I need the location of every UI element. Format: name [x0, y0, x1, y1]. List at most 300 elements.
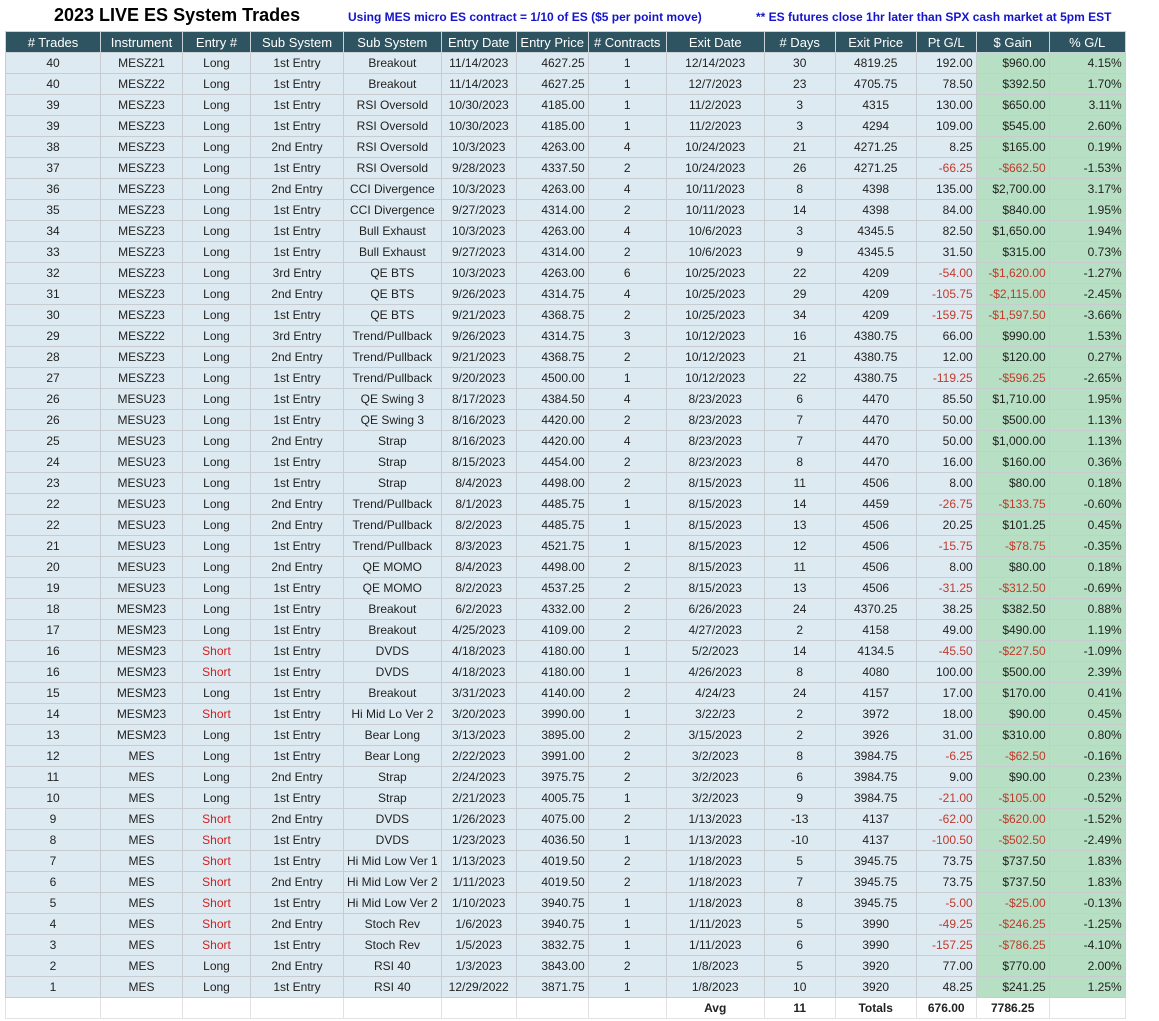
entry-direction-cell[interactable]: Long	[183, 746, 251, 767]
entry-price-cell[interactable]: 4314.00	[516, 200, 588, 221]
exit-price-cell[interactable]: 4506	[835, 557, 916, 578]
contracts-cell[interactable]: 1	[588, 53, 666, 74]
dollar-gain-cell[interactable]: $737.50	[976, 851, 1049, 872]
trade-number-cell[interactable]: 3	[6, 935, 101, 956]
entry-price-cell[interactable]: 4185.00	[516, 116, 588, 137]
instrument-cell[interactable]: MESU23	[101, 389, 183, 410]
percent-gl-cell[interactable]: 0.23%	[1049, 767, 1125, 788]
exit-date-cell[interactable]: 10/25/2023	[666, 263, 764, 284]
column-header[interactable]: $ Gain	[976, 32, 1049, 53]
entry-direction-cell[interactable]: Long	[183, 620, 251, 641]
exit-price-cell[interactable]: 4271.25	[835, 158, 916, 179]
point-gl-cell[interactable]: 84.00	[916, 200, 976, 221]
dollar-gain-cell[interactable]: $500.00	[976, 410, 1049, 431]
instrument-cell[interactable]: MES	[101, 935, 183, 956]
sub-system-cell[interactable]: Bear Long	[344, 746, 442, 767]
entry-price-cell[interactable]: 4498.00	[516, 473, 588, 494]
exit-price-cell[interactable]: 4137	[835, 830, 916, 851]
point-gl-cell[interactable]: 18.00	[916, 704, 976, 725]
percent-gl-cell[interactable]: -0.13%	[1049, 893, 1125, 914]
exit-price-cell[interactable]: 4470	[835, 389, 916, 410]
exit-date-cell[interactable]: 1/18/2023	[666, 872, 764, 893]
trade-number-cell[interactable]: 15	[6, 683, 101, 704]
percent-gl-cell[interactable]: 0.88%	[1049, 599, 1125, 620]
percent-gl-cell[interactable]: 1.95%	[1049, 389, 1125, 410]
entry-date-cell[interactable]: 8/2/2023	[441, 578, 516, 599]
sub-system-cell[interactable]: Breakout	[344, 683, 442, 704]
entry-date-cell[interactable]: 1/5/2023	[441, 935, 516, 956]
sub-system-cell[interactable]: QE BTS	[344, 305, 442, 326]
entry-price-cell[interactable]: 3871.75	[516, 977, 588, 998]
contracts-cell[interactable]: 2	[588, 767, 666, 788]
contracts-cell[interactable]: 2	[588, 851, 666, 872]
instrument-cell[interactable]: MESU23	[101, 473, 183, 494]
entry-direction-cell[interactable]: Long	[183, 158, 251, 179]
entry-direction-cell[interactable]: Short	[183, 830, 251, 851]
trade-number-cell[interactable]: 37	[6, 158, 101, 179]
sub-system-cell[interactable]: DVDS	[344, 641, 442, 662]
instrument-cell[interactable]: MESU23	[101, 557, 183, 578]
sub-system-cell[interactable]: Breakout	[344, 599, 442, 620]
entry-price-cell[interactable]: 3990.00	[516, 704, 588, 725]
entry-price-cell[interactable]: 4314.75	[516, 284, 588, 305]
percent-gl-cell[interactable]: 0.41%	[1049, 683, 1125, 704]
sub-system-cell[interactable]: RSI Oversold	[344, 116, 442, 137]
sub-system-cell[interactable]: QE BTS	[344, 263, 442, 284]
percent-gl-cell[interactable]: -0.35%	[1049, 536, 1125, 557]
entry-date-cell[interactable]: 9/27/2023	[441, 242, 516, 263]
sub-system-cell[interactable]: Stoch Rev	[344, 914, 442, 935]
percent-gl-cell[interactable]: 1.95%	[1049, 200, 1125, 221]
instrument-cell[interactable]: MESM23	[101, 641, 183, 662]
sub-system-cell[interactable]: QE BTS	[344, 284, 442, 305]
dollar-gain-cell[interactable]: -$62.50	[976, 746, 1049, 767]
exit-date-cell[interactable]: 8/23/2023	[666, 431, 764, 452]
trade-number-cell[interactable]: 34	[6, 221, 101, 242]
entry-direction-cell[interactable]: Short	[183, 704, 251, 725]
contracts-cell[interactable]: 1	[588, 536, 666, 557]
exit-date-cell[interactable]: 3/2/2023	[666, 746, 764, 767]
percent-gl-cell[interactable]: 1.13%	[1049, 431, 1125, 452]
entry-number-cell[interactable]: 1st Entry	[251, 221, 344, 242]
dollar-gain-cell[interactable]: $170.00	[976, 683, 1049, 704]
exit-price-cell[interactable]: 4080	[835, 662, 916, 683]
entry-date-cell[interactable]: 8/4/2023	[441, 473, 516, 494]
instrument-cell[interactable]: MESZ23	[101, 116, 183, 137]
percent-gl-cell[interactable]: 1.19%	[1049, 620, 1125, 641]
sub-system-cell[interactable]: Trend/Pullback	[344, 326, 442, 347]
instrument-cell[interactable]: MESU23	[101, 578, 183, 599]
percent-gl-cell[interactable]: 1.94%	[1049, 221, 1125, 242]
exit-date-cell[interactable]: 1/11/2023	[666, 914, 764, 935]
exit-date-cell[interactable]: 8/15/2023	[666, 515, 764, 536]
contracts-cell[interactable]: 2	[588, 956, 666, 977]
exit-date-cell[interactable]: 12/14/2023	[666, 53, 764, 74]
percent-gl-cell[interactable]: 1.70%	[1049, 74, 1125, 95]
entry-date-cell[interactable]: 8/15/2023	[441, 452, 516, 473]
instrument-cell[interactable]: MESZ23	[101, 158, 183, 179]
percent-gl-cell[interactable]: -1.53%	[1049, 158, 1125, 179]
entry-price-cell[interactable]: 3832.75	[516, 935, 588, 956]
point-gl-cell[interactable]: -105.75	[916, 284, 976, 305]
trade-number-cell[interactable]: 12	[6, 746, 101, 767]
dollar-gain-cell[interactable]: -$25.00	[976, 893, 1049, 914]
entry-number-cell[interactable]: 1st Entry	[251, 977, 344, 998]
dollar-gain-cell[interactable]: $90.00	[976, 704, 1049, 725]
column-header[interactable]: Exit Date	[666, 32, 764, 53]
sub-system-cell[interactable]: Trend/Pullback	[344, 515, 442, 536]
sub-system-cell[interactable]: RSI 40	[344, 956, 442, 977]
entry-price-cell[interactable]: 4420.00	[516, 410, 588, 431]
percent-gl-cell[interactable]: -2.45%	[1049, 284, 1125, 305]
percent-gl-cell[interactable]: 1.83%	[1049, 851, 1125, 872]
contracts-cell[interactable]: 2	[588, 809, 666, 830]
exit-price-cell[interactable]: 4380.75	[835, 347, 916, 368]
sub-system-cell[interactable]: Trend/Pullback	[344, 536, 442, 557]
entry-direction-cell[interactable]: Long	[183, 578, 251, 599]
entry-direction-cell[interactable]: Long	[183, 599, 251, 620]
entry-direction-cell[interactable]: Long	[183, 956, 251, 977]
entry-price-cell[interactable]: 4485.75	[516, 494, 588, 515]
trade-number-cell[interactable]: 5	[6, 893, 101, 914]
trade-number-cell[interactable]: 19	[6, 578, 101, 599]
percent-gl-cell[interactable]: 1.13%	[1049, 410, 1125, 431]
contracts-cell[interactable]: 1	[588, 914, 666, 935]
exit-date-cell[interactable]: 6/26/2023	[666, 599, 764, 620]
entry-number-cell[interactable]: 1st Entry	[251, 116, 344, 137]
entry-date-cell[interactable]: 8/16/2023	[441, 431, 516, 452]
percent-gl-cell[interactable]: -0.16%	[1049, 746, 1125, 767]
percent-gl-cell[interactable]: -0.52%	[1049, 788, 1125, 809]
entry-direction-cell[interactable]: Short	[183, 935, 251, 956]
instrument-cell[interactable]: MESM23	[101, 683, 183, 704]
contracts-cell[interactable]: 4	[588, 284, 666, 305]
percent-gl-cell[interactable]: 0.45%	[1049, 704, 1125, 725]
sub-system-cell[interactable]: Breakout	[344, 620, 442, 641]
contracts-cell[interactable]: 1	[588, 893, 666, 914]
dollar-gain-cell[interactable]: $500.00	[976, 662, 1049, 683]
exit-price-cell[interactable]: 4506	[835, 515, 916, 536]
entry-date-cell[interactable]: 8/16/2023	[441, 410, 516, 431]
dollar-gain-cell[interactable]: $382.50	[976, 599, 1049, 620]
entry-direction-cell[interactable]: Long	[183, 977, 251, 998]
entry-direction-cell[interactable]: Long	[183, 389, 251, 410]
exit-date-cell[interactable]: 10/11/2023	[666, 179, 764, 200]
percent-gl-cell[interactable]: 0.19%	[1049, 137, 1125, 158]
instrument-cell[interactable]: MES	[101, 830, 183, 851]
entry-direction-cell[interactable]: Long	[183, 536, 251, 557]
sub-system-cell[interactable]: RSI Oversold	[344, 158, 442, 179]
exit-date-cell[interactable]: 12/7/2023	[666, 74, 764, 95]
contracts-cell[interactable]: 1	[588, 515, 666, 536]
entry-price-cell[interactable]: 4368.75	[516, 305, 588, 326]
contracts-cell[interactable]: 2	[588, 578, 666, 599]
days-cell[interactable]: 30	[764, 53, 835, 74]
instrument-cell[interactable]: MESZ23	[101, 368, 183, 389]
entry-number-cell[interactable]: 1st Entry	[251, 830, 344, 851]
entry-price-cell[interactable]: 4332.00	[516, 599, 588, 620]
instrument-cell[interactable]: MESU23	[101, 515, 183, 536]
contracts-cell[interactable]: 1	[588, 74, 666, 95]
trade-number-cell[interactable]: 32	[6, 263, 101, 284]
dollar-gain-cell[interactable]: $160.00	[976, 452, 1049, 473]
entry-number-cell[interactable]: 1st Entry	[251, 746, 344, 767]
trade-number-cell[interactable]: 28	[6, 347, 101, 368]
exit-date-cell[interactable]: 1/18/2023	[666, 893, 764, 914]
dollar-gain-cell[interactable]: -$596.25	[976, 368, 1049, 389]
instrument-cell[interactable]: MESZ23	[101, 137, 183, 158]
entry-price-cell[interactable]: 4185.00	[516, 95, 588, 116]
sub-system-cell[interactable]: DVDS	[344, 662, 442, 683]
trade-number-cell[interactable]: 33	[6, 242, 101, 263]
dollar-gain-cell[interactable]: $770.00	[976, 956, 1049, 977]
sub-system-cell[interactable]: Bull Exhaust	[344, 242, 442, 263]
entry-price-cell[interactable]: 4314.75	[516, 326, 588, 347]
column-header[interactable]: Exit Price	[835, 32, 916, 53]
dollar-gain-cell[interactable]: -$1,620.00	[976, 263, 1049, 284]
entry-number-cell[interactable]: 2nd Entry	[251, 137, 344, 158]
entry-direction-cell[interactable]: Short	[183, 872, 251, 893]
entry-price-cell[interactable]: 4263.00	[516, 179, 588, 200]
days-cell[interactable]: 7	[764, 431, 835, 452]
exit-date-cell[interactable]: 11/2/2023	[666, 95, 764, 116]
column-header[interactable]: Instrument	[101, 32, 183, 53]
days-cell[interactable]: 24	[764, 683, 835, 704]
contracts-cell[interactable]: 2	[588, 620, 666, 641]
entry-date-cell[interactable]: 1/3/2023	[441, 956, 516, 977]
sub-system-cell[interactable]: QE Swing 3	[344, 389, 442, 410]
sub-system-cell[interactable]: Breakout	[344, 53, 442, 74]
sub-system-cell[interactable]: CCI Divergence	[344, 200, 442, 221]
days-cell[interactable]: 29	[764, 284, 835, 305]
entry-direction-cell[interactable]: Long	[183, 263, 251, 284]
days-cell[interactable]: 8	[764, 746, 835, 767]
dollar-gain-cell[interactable]: $101.25	[976, 515, 1049, 536]
point-gl-cell[interactable]: -62.00	[916, 809, 976, 830]
point-gl-cell[interactable]: -157.25	[916, 935, 976, 956]
sub-system-cell[interactable]: QE MOMO	[344, 578, 442, 599]
column-header[interactable]: % G/L	[1049, 32, 1125, 53]
days-cell[interactable]: -10	[764, 830, 835, 851]
entry-price-cell[interactable]: 4180.00	[516, 662, 588, 683]
entry-direction-cell[interactable]: Short	[183, 641, 251, 662]
percent-gl-cell[interactable]: -0.69%	[1049, 578, 1125, 599]
entry-date-cell[interactable]: 8/1/2023	[441, 494, 516, 515]
entry-direction-cell[interactable]: Long	[183, 368, 251, 389]
entry-date-cell[interactable]: 2/21/2023	[441, 788, 516, 809]
days-cell[interactable]: 8	[764, 452, 835, 473]
point-gl-cell[interactable]: 192.00	[916, 53, 976, 74]
trade-number-cell[interactable]: 23	[6, 473, 101, 494]
entry-number-cell[interactable]: 1st Entry	[251, 368, 344, 389]
entry-direction-cell[interactable]: Long	[183, 494, 251, 515]
contracts-cell[interactable]: 4	[588, 221, 666, 242]
dollar-gain-cell[interactable]: $90.00	[976, 767, 1049, 788]
trade-number-cell[interactable]: 9	[6, 809, 101, 830]
column-header[interactable]: Entry Date	[441, 32, 516, 53]
dollar-gain-cell[interactable]: $80.00	[976, 557, 1049, 578]
sub-system-cell[interactable]: Trend/Pullback	[344, 347, 442, 368]
exit-date-cell[interactable]: 10/6/2023	[666, 242, 764, 263]
instrument-cell[interactable]: MESZ23	[101, 95, 183, 116]
days-cell[interactable]: 14	[764, 641, 835, 662]
exit-date-cell[interactable]: 3/2/2023	[666, 767, 764, 788]
entry-number-cell[interactable]: 2nd Entry	[251, 347, 344, 368]
entry-price-cell[interactable]: 4036.50	[516, 830, 588, 851]
exit-date-cell[interactable]: 10/25/2023	[666, 305, 764, 326]
contracts-cell[interactable]: 1	[588, 641, 666, 662]
entry-date-cell[interactable]: 12/29/2022	[441, 977, 516, 998]
percent-gl-cell[interactable]: 1.53%	[1049, 326, 1125, 347]
sub-system-cell[interactable]: Breakout	[344, 74, 442, 95]
percent-gl-cell[interactable]: -4.10%	[1049, 935, 1125, 956]
instrument-cell[interactable]: MES	[101, 788, 183, 809]
days-cell[interactable]: 3	[764, 221, 835, 242]
point-gl-cell[interactable]: -15.75	[916, 536, 976, 557]
days-cell[interactable]: 6	[764, 389, 835, 410]
contracts-cell[interactable]: 2	[588, 599, 666, 620]
exit-date-cell[interactable]: 1/8/2023	[666, 956, 764, 977]
entry-date-cell[interactable]: 1/10/2023	[441, 893, 516, 914]
entry-date-cell[interactable]: 11/14/2023	[441, 74, 516, 95]
sub-system-cell[interactable]: QE Swing 3	[344, 410, 442, 431]
trade-number-cell[interactable]: 26	[6, 389, 101, 410]
entry-price-cell[interactable]: 4521.75	[516, 536, 588, 557]
dollar-gain-cell[interactable]: -$786.25	[976, 935, 1049, 956]
trade-number-cell[interactable]: 16	[6, 641, 101, 662]
days-cell[interactable]: 34	[764, 305, 835, 326]
point-gl-cell[interactable]: 82.50	[916, 221, 976, 242]
sub-system-cell[interactable]: CCI Divergence	[344, 179, 442, 200]
entry-date-cell[interactable]: 9/21/2023	[441, 347, 516, 368]
entry-number-cell[interactable]: 2nd Entry	[251, 494, 344, 515]
instrument-cell[interactable]: MESM23	[101, 662, 183, 683]
entry-direction-cell[interactable]: Long	[183, 515, 251, 536]
sub-system-cell[interactable]: Bull Exhaust	[344, 221, 442, 242]
exit-price-cell[interactable]: 4271.25	[835, 137, 916, 158]
entry-direction-cell[interactable]: Long	[183, 557, 251, 578]
percent-gl-cell[interactable]: -1.09%	[1049, 641, 1125, 662]
entry-direction-cell[interactable]: Long	[183, 242, 251, 263]
exit-price-cell[interactable]: 4506	[835, 578, 916, 599]
trade-number-cell[interactable]: 27	[6, 368, 101, 389]
point-gl-cell[interactable]: 8.00	[916, 473, 976, 494]
instrument-cell[interactable]: MESU23	[101, 431, 183, 452]
entry-price-cell[interactable]: 4337.50	[516, 158, 588, 179]
entry-date-cell[interactable]: 11/14/2023	[441, 53, 516, 74]
dollar-gain-cell[interactable]: -$78.75	[976, 536, 1049, 557]
point-gl-cell[interactable]: 16.00	[916, 452, 976, 473]
exit-price-cell[interactable]: 4370.25	[835, 599, 916, 620]
contracts-cell[interactable]: 1	[588, 704, 666, 725]
sub-system-cell[interactable]: Strap	[344, 452, 442, 473]
exit-date-cell[interactable]: 5/2/2023	[666, 641, 764, 662]
contracts-cell[interactable]: 2	[588, 305, 666, 326]
entry-date-cell[interactable]: 4/18/2023	[441, 641, 516, 662]
days-cell[interactable]: 2	[764, 620, 835, 641]
entry-number-cell[interactable]: 2nd Entry	[251, 515, 344, 536]
entry-price-cell[interactable]: 3940.75	[516, 914, 588, 935]
entry-number-cell[interactable]: 2nd Entry	[251, 872, 344, 893]
days-cell[interactable]: 2	[764, 725, 835, 746]
percent-gl-cell[interactable]: -1.25%	[1049, 914, 1125, 935]
point-gl-cell[interactable]: 50.00	[916, 431, 976, 452]
percent-gl-cell[interactable]: 2.60%	[1049, 116, 1125, 137]
entry-price-cell[interactable]: 3843.00	[516, 956, 588, 977]
contracts-cell[interactable]: 4	[588, 431, 666, 452]
point-gl-cell[interactable]: 50.00	[916, 410, 976, 431]
entry-date-cell[interactable]: 9/26/2023	[441, 326, 516, 347]
entry-number-cell[interactable]: 1st Entry	[251, 578, 344, 599]
contracts-cell[interactable]: 2	[588, 725, 666, 746]
entry-direction-cell[interactable]: Long	[183, 74, 251, 95]
percent-gl-cell[interactable]: -1.52%	[1049, 809, 1125, 830]
trade-number-cell[interactable]: 39	[6, 116, 101, 137]
exit-date-cell[interactable]: 1/18/2023	[666, 851, 764, 872]
trade-number-cell[interactable]: 40	[6, 74, 101, 95]
dollar-gain-cell[interactable]: -$246.25	[976, 914, 1049, 935]
point-gl-cell[interactable]: 38.25	[916, 599, 976, 620]
exit-price-cell[interactable]: 4459	[835, 494, 916, 515]
contracts-cell[interactable]: 4	[588, 179, 666, 200]
exit-date-cell[interactable]: 8/23/2023	[666, 389, 764, 410]
exit-price-cell[interactable]: 4345.5	[835, 221, 916, 242]
entry-number-cell[interactable]: 1st Entry	[251, 95, 344, 116]
days-cell[interactable]: 5	[764, 914, 835, 935]
exit-price-cell[interactable]: 3920	[835, 956, 916, 977]
days-cell[interactable]: 12	[764, 536, 835, 557]
instrument-cell[interactable]: MESM23	[101, 599, 183, 620]
instrument-cell[interactable]: MES	[101, 956, 183, 977]
dollar-gain-cell[interactable]: -$312.50	[976, 578, 1049, 599]
entry-direction-cell[interactable]: Short	[183, 914, 251, 935]
sub-system-cell[interactable]: QE MOMO	[344, 557, 442, 578]
column-header[interactable]: # Days	[764, 32, 835, 53]
entry-price-cell[interactable]: 4420.00	[516, 431, 588, 452]
sub-system-cell[interactable]: Strap	[344, 767, 442, 788]
entry-direction-cell[interactable]: Long	[183, 725, 251, 746]
contracts-cell[interactable]: 4	[588, 389, 666, 410]
exit-price-cell[interactable]: 3945.75	[835, 872, 916, 893]
percent-gl-cell[interactable]: 0.18%	[1049, 557, 1125, 578]
entry-direction-cell[interactable]: Long	[183, 179, 251, 200]
entry-direction-cell[interactable]: Long	[183, 767, 251, 788]
contracts-cell[interactable]: 1	[588, 116, 666, 137]
trade-number-cell[interactable]: 35	[6, 200, 101, 221]
entry-direction-cell[interactable]: Long	[183, 326, 251, 347]
percent-gl-cell[interactable]: 0.45%	[1049, 515, 1125, 536]
entry-price-cell[interactable]: 3975.75	[516, 767, 588, 788]
percent-gl-cell[interactable]: -2.49%	[1049, 830, 1125, 851]
contracts-cell[interactable]: 1	[588, 788, 666, 809]
dollar-gain-cell[interactable]: -$133.75	[976, 494, 1049, 515]
entry-direction-cell[interactable]: Long	[183, 410, 251, 431]
sub-system-cell[interactable]: Stoch Rev	[344, 935, 442, 956]
entry-number-cell[interactable]: 2nd Entry	[251, 956, 344, 977]
entry-price-cell[interactable]: 4019.50	[516, 872, 588, 893]
entry-number-cell[interactable]: 1st Entry	[251, 473, 344, 494]
instrument-cell[interactable]: MESZ22	[101, 74, 183, 95]
instrument-cell[interactable]: MESZ22	[101, 326, 183, 347]
exit-price-cell[interactable]: 4705.75	[835, 74, 916, 95]
sub-system-cell[interactable]: Hi Mid Lo Ver 2	[344, 704, 442, 725]
entry-number-cell[interactable]: 1st Entry	[251, 725, 344, 746]
trade-number-cell[interactable]: 6	[6, 872, 101, 893]
exit-price-cell[interactable]: 3984.75	[835, 788, 916, 809]
percent-gl-cell[interactable]: -3.66%	[1049, 305, 1125, 326]
days-cell[interactable]: 22	[764, 263, 835, 284]
dollar-gain-cell[interactable]: $2,700.00	[976, 179, 1049, 200]
